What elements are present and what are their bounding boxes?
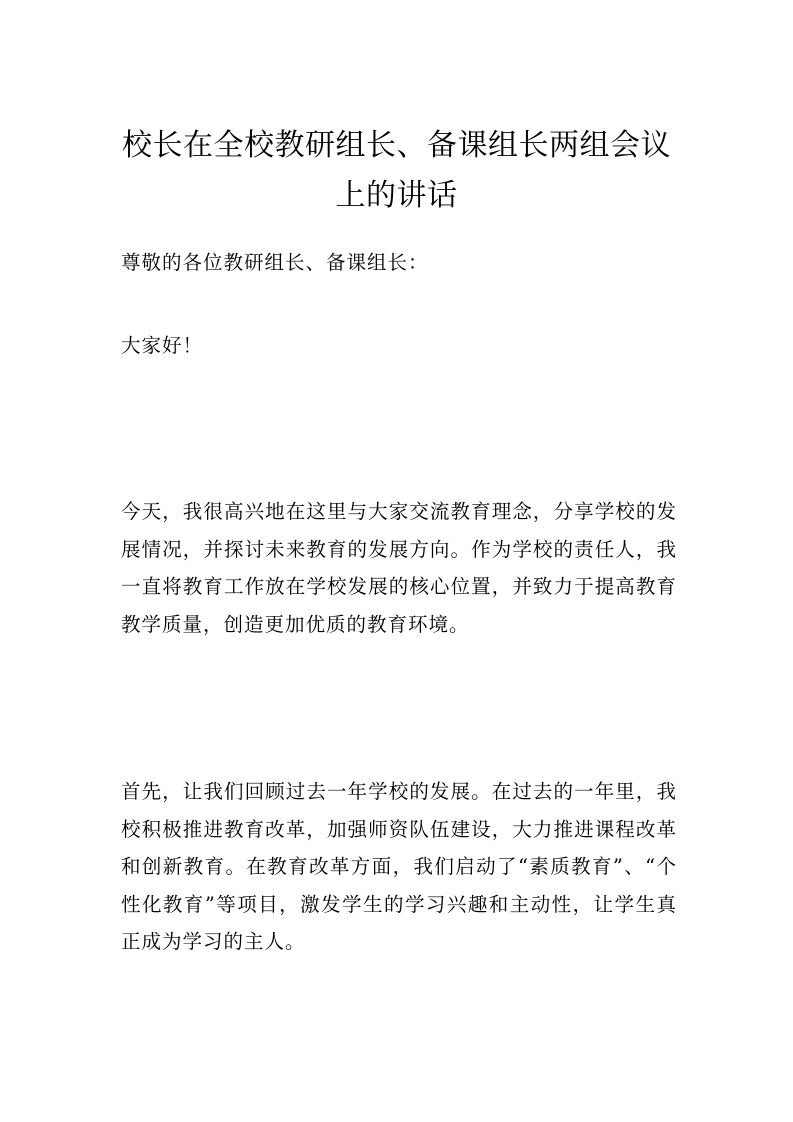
greeting: 大家好！ [121,334,204,357]
body-paragraph: 首先，让我们回顾过去一年学校的发展。在过去的一年里，我校积极推进教育改革，加强师资队伍建设，大力推进课程改革和创新教育。在教育改革方面，我们启动了“素质教育”、“个性化教育”等项目，激发学生的学习兴趣和主动性，让学生真正成为学习的主人。 [121,780,677,954]
body-paragraph: 今天，我很高兴地在这里与大家交流教育理念，分享学校的发展情况，并探讨未来教育的发展方向。作为学校的责任人，我一直将教育工作放在学校发展的核心位置，并致力于提高教育教学质量，创造更加优质的教育环境。 [121,500,677,636]
salutation: 尊敬的各位教研组长、备课组长： [121,251,429,274]
document-title: 校长在全校教研组长、备课组长两组会议上的讲话 [122,128,671,213]
